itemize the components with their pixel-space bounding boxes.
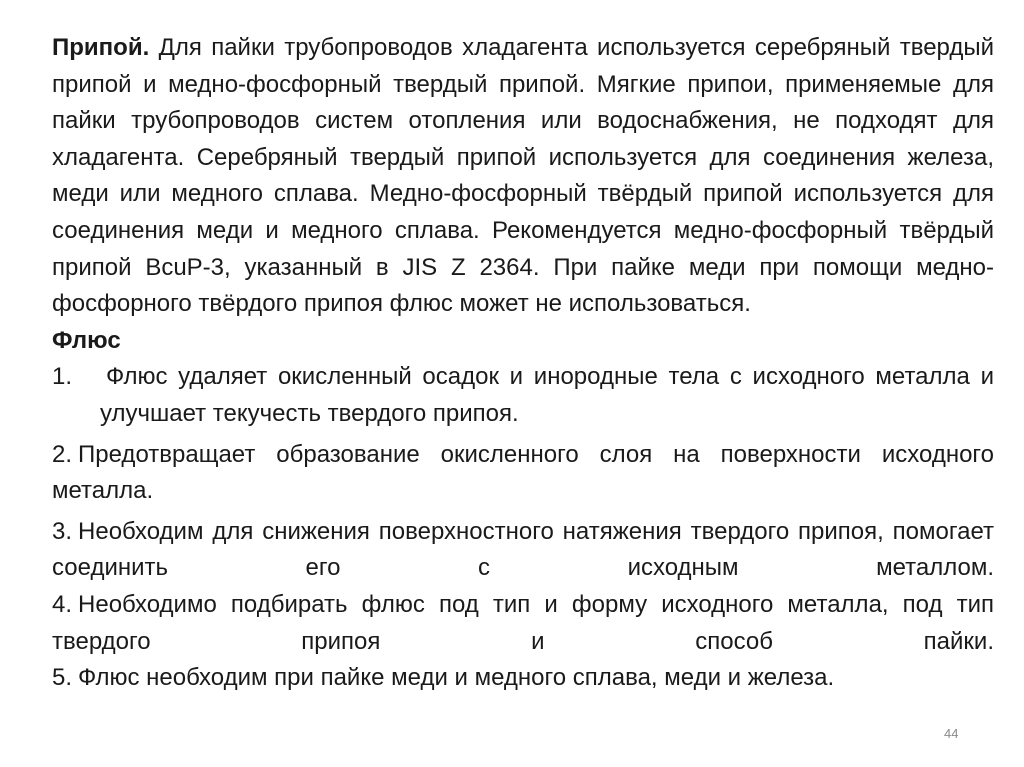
flux-item-number: 3.: [52, 517, 73, 545]
flux-item-2: [52, 437, 994, 510]
flux-item-text: Предотвращает образование окисленного слоя на поверхности исходного металла.: [52, 440, 994, 505]
flux-item-text: Необходимо подбирать флюс под тип и форму исходного металла, под тип твердого припоя и способ пайки.: [52, 590, 994, 655]
flux-heading: Флюс: [52, 326, 121, 354]
flux-item-number: 2.: [52, 440, 73, 468]
flux-item-5: [52, 660, 994, 697]
intro-text: Для пайки трубопроводов хладагента используется серебряный твердый припой и медно-фосфорный твердый припой. Мягкие припои, применяемые для пайки трубопроводов систем отопления или водоснабжения, не подходят для хладагента. Серебряный твердый припой используется для соединения железа, меди или медного сплава. Медно-фосфорный твёрдый припой используется для соединения меди и медного сплава. Рекомендуется медно-фосфорный твёрдый припой BcuP-3, указанный в JIS Z 2364. При пайке меди при помощи медно-фосфорного твёрдого припоя флюс может не использоваться.: [52, 34, 995, 318]
flux-item-number: 4.: [52, 590, 73, 618]
flux-item-text: Флюс необходим при пайке меди и медного сплава, меди и железа.: [78, 664, 835, 692]
intro-paragraph: [52, 30, 994, 323]
page-number: 44: [944, 726, 959, 741]
slide-content: [52, 30, 994, 697]
intro-lead: Припой.: [52, 34, 150, 61]
flux-item-4: [52, 587, 994, 660]
flux-item-number: 1.: [52, 363, 73, 391]
flux-item-3: [52, 514, 994, 587]
flux-item-1: [52, 359, 994, 432]
flux-item-text: Необходим для снижения поверхностного натяжения твердого припоя, помогает соединить его с исходным металлом.: [52, 517, 994, 582]
flux-item-text: Флюс удаляет окисленный осадок и инородные тела с исходного металла и улучшает текучесть твердого припоя.: [100, 363, 994, 427]
flux-item-number: 5.: [52, 664, 73, 692]
